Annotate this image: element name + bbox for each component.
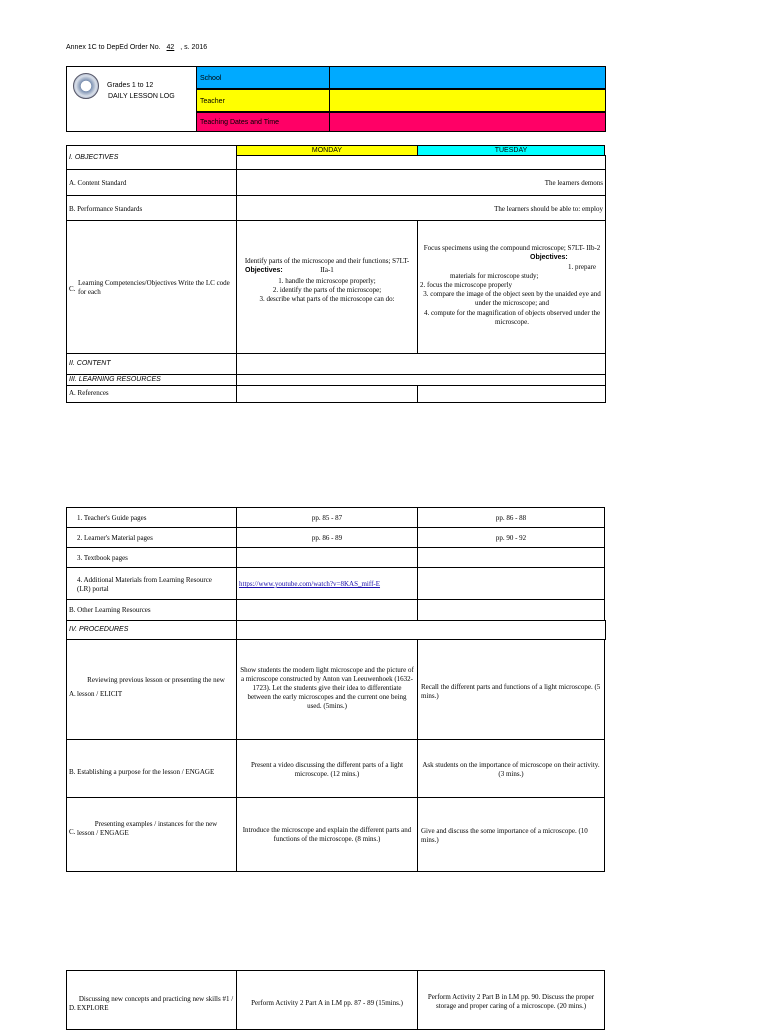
procedure-a-letter: A. <box>69 690 76 698</box>
procedure-c-label-line1: Presenting examples / instances for the new <box>94 820 218 828</box>
procedures-row <box>236 620 606 640</box>
tuesday-objectives-intro: Focus specimens using the compound microscope; S7LT- IIb-2 <box>423 244 601 252</box>
teacher-field[interactable] <box>329 89 606 112</box>
procedure-c-tuesday: Give and discuss the some importance of a microscope. (10 mins.) <box>417 797 605 872</box>
textbook-pages-monday[interactable] <box>236 547 418 568</box>
procedure-d-monday: Perform Activity 2 Part A in LM pp. 87 - 89 (15mins.) <box>236 970 418 1030</box>
other-resources-monday[interactable] <box>236 599 418 621</box>
procedure-d-tuesday: Perform Activity 2 Part B in LM pp. 90. Discuss the proper storage and proper caring of a microscope. (20 mins.) <box>417 970 605 1030</box>
teachers-guide-label: 1. Teacher's Guide pages <box>66 507 237 528</box>
annex-number: 42 <box>166 44 175 51</box>
procedure-d-letter: D. <box>69 1004 76 1012</box>
learning-resources-heading: III. LEARNING RESOURCES <box>66 374 237 386</box>
procedure-c-monday: Introduce the microscope and explain the different parts and functions of the microscope. (8 mins.) <box>236 797 418 872</box>
textbook-pages-label: 3. Textbook pages <box>66 547 237 568</box>
monday-header: MONDAY <box>236 145 418 156</box>
monday-objectives-intro: Identify parts of the microscope and their functions; S7LT- IIa-1 <box>244 257 410 274</box>
procedure-d-label-line1: Discussing new concepts and practicing new skills #1 / <box>78 995 234 1003</box>
performance-standards-value: The learners should be able to: employ <box>236 195 606 221</box>
references-monday[interactable] <box>236 385 418 403</box>
tuesday-objective-3: 3. compare the image of the object seen by the unaided eye and under the microscope; and <box>423 290 601 307</box>
additional-materials-label: 4. Additional Materials from Learning Resource (LR) portal <box>66 567 237 600</box>
monday-objectives-cell <box>236 220 418 354</box>
youtube-link[interactable]: https://www.youtube.com/watch?v=8KAS_miff-E <box>239 580 381 588</box>
school-field[interactable] <box>329 66 606 89</box>
procedure-c-label-line2: lesson / ENGAGE <box>77 829 129 837</box>
annex-suffix: , s. 2016 <box>180 44 208 51</box>
objectives-row <box>236 155 606 170</box>
procedure-c-letter: C. <box>69 828 76 836</box>
procedures-heading: IV. PROCEDURES <box>66 620 237 640</box>
content-heading: II. CONTENT <box>66 353 237 375</box>
procedure-a-monday: Show students the modern light microscope and the picture of a microscope constructed by Anton van Leeuwenhoek (1632-1723). Let the students give their idea to differentiate between the early microscopes and the current one being used. (5mins.) <box>236 639 418 740</box>
other-resources-label: B. Other Learning Resources <box>66 599 237 621</box>
grades-label: Grades 1 to 12 <box>107 82 154 89</box>
content-standard-value: The learners demons <box>236 169 606 196</box>
teachers-guide-monday: pp. 85 - 87 <box>236 507 418 528</box>
procedure-d-label-cell <box>66 970 237 1030</box>
tuesday-objective-1b: materials for microscope study; <box>450 272 539 280</box>
monday-objectives-label: Objectives: <box>245 267 283 274</box>
daily-lesson-log-title: DAILY LESSON LOG <box>108 93 175 100</box>
teachers-guide-tuesday: pp. 86 - 88 <box>417 507 605 528</box>
procedure-a-label-cell <box>66 639 237 740</box>
learners-material-monday: pp. 86 - 89 <box>236 527 418 548</box>
dates-label: Teaching Dates and Time <box>196 112 330 132</box>
monday-objective-1: 1. handle the microscope properly; <box>278 277 376 285</box>
school-label: School <box>196 66 330 89</box>
procedure-c-label-cell <box>66 797 237 872</box>
procedure-b-tuesday: Ask students on the importance of microscope on their activity. (3 mins.) <box>417 739 605 798</box>
procedure-a-tuesday: Recall the different parts and functions of a light microscope. (5 mins.) <box>417 639 605 740</box>
tuesday-objectives-label: Objectives: <box>530 254 568 261</box>
procedure-a-label-line1: Reviewing previous lesson or presenting the new <box>87 676 225 684</box>
competencies-letter: C. <box>69 285 76 293</box>
teacher-label: Teacher <box>196 89 330 112</box>
content-row <box>236 353 606 375</box>
competencies-label: Learning Competencies/Objectives Write the LC code for each <box>78 279 230 296</box>
procedure-b-monday: Present a video discussing the different parts of a light microscope. (12 mins.) <box>236 739 418 798</box>
monday-objective-2: 2. identify the parts of the microscope; <box>272 286 382 294</box>
learners-material-tuesday: pp. 90 - 92 <box>417 527 605 548</box>
tuesday-header: TUESDAY <box>417 145 605 156</box>
tuesday-objectives-cell <box>417 220 606 354</box>
performance-standards-label: B. Performance Standards <box>66 195 237 221</box>
annex-line <box>66 44 207 51</box>
references-label: A. References <box>66 385 237 403</box>
monday-objective-3: 3. describe what parts of the microscope can do: <box>259 295 395 303</box>
additional-materials-monday <box>236 567 418 600</box>
objectives-heading: I. OBJECTIVES <box>66 145 237 170</box>
tuesday-objective-2: 2. focus the microscope properly <box>420 281 512 289</box>
procedure-b-label: B. Establishing a purpose for the lesson / ENGAGE <box>66 739 237 798</box>
annex-prefix: Annex 1C to DepEd Order No. <box>66 44 161 51</box>
competencies-label-cell <box>66 220 237 354</box>
references-tuesday[interactable] <box>417 385 606 403</box>
dates-field[interactable] <box>329 112 606 132</box>
tuesday-objective-4: 4. compute for the magnification of objects observed under the microscope. <box>423 309 601 326</box>
deped-seal-icon <box>73 73 99 99</box>
procedure-d-label-line2: EXPLORE <box>77 1004 109 1012</box>
content-standard-label: A. Content Standard <box>66 169 237 196</box>
other-resources-tuesday[interactable] <box>417 599 605 621</box>
tuesday-objective-1a: 1. prepare <box>568 263 596 271</box>
procedure-a-label-line2: lesson / ELICIT <box>77 690 123 698</box>
learners-material-label: 2. Learner's Material pages <box>66 527 237 548</box>
textbook-pages-tuesday[interactable] <box>417 547 605 568</box>
additional-materials-tuesday[interactable] <box>417 567 605 600</box>
